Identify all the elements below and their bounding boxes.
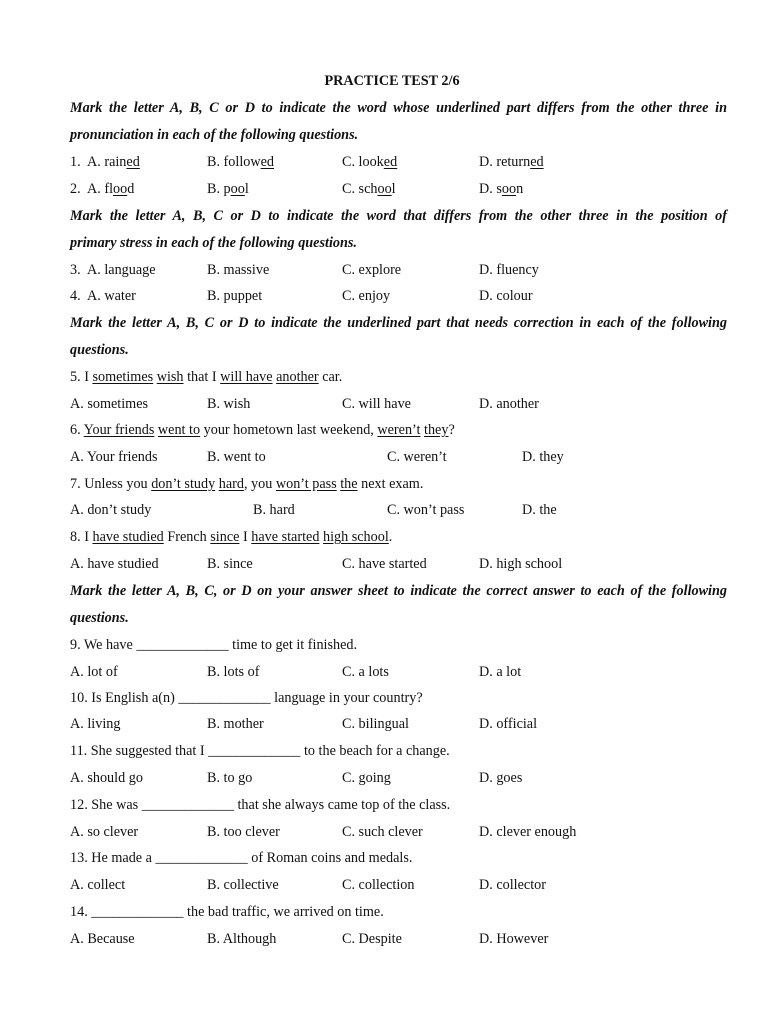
underlined-text: have studied	[92, 529, 164, 545]
text-segment: , you	[243, 476, 276, 492]
section-instruction: pronunciation in each of the following questions.	[70, 127, 359, 143]
text-segment: D. the	[522, 502, 557, 518]
text-segment: A. sometimes	[70, 396, 149, 412]
text-segment: D. another	[479, 396, 539, 412]
answer-option[interactable]	[342, 825, 423, 839]
answer-option[interactable]	[387, 503, 464, 517]
text-segment: A. should go	[70, 770, 143, 786]
text-segment: C. sch	[342, 181, 378, 197]
text-segment: I	[80, 369, 93, 385]
question-number: 3.	[70, 262, 81, 278]
underlined-text: they	[424, 422, 449, 438]
answer-option[interactable]	[70, 397, 148, 411]
underlined-text: oo	[113, 181, 128, 197]
answer-option[interactable]	[207, 557, 253, 571]
text-segment: C. look	[342, 154, 384, 170]
answer-option[interactable]	[70, 450, 158, 464]
text-segment: B. lots of	[207, 664, 260, 680]
section-instruction: questions.	[70, 610, 129, 626]
underlined-text: won’t pass	[275, 476, 337, 492]
text-segment: B. massive	[207, 262, 270, 278]
text-segment: B. too clever	[207, 824, 280, 840]
question-stem	[70, 905, 384, 919]
question-number: 8.	[70, 529, 81, 545]
answer-option[interactable]	[207, 155, 274, 169]
answer-option[interactable]	[207, 825, 280, 839]
text-segment: next exam.	[357, 476, 424, 492]
text-segment: D. goes	[479, 770, 523, 786]
text-segment: A. so clever	[70, 824, 139, 840]
answer-option[interactable]	[70, 503, 151, 517]
text-segment: C. have started	[342, 556, 427, 572]
underlined-text: ed	[530, 154, 544, 170]
underlined-text: the	[340, 476, 358, 492]
answer-option[interactable]	[87, 289, 136, 303]
underlined-text: since	[210, 529, 240, 545]
question-number: 7.	[70, 476, 81, 492]
answer-option[interactable]	[342, 397, 411, 411]
underlined-text: Your friends	[83, 422, 155, 438]
text-segment: .	[388, 529, 393, 545]
text-segment: C. explore	[342, 262, 402, 278]
answer-option[interactable]	[207, 771, 252, 785]
text-segment: Unless you	[80, 476, 152, 492]
text-segment: B. wish	[207, 396, 251, 412]
text-segment: C. will have	[342, 396, 411, 412]
question-number: 4.	[70, 288, 81, 304]
text-segment: A. Your friends	[70, 449, 158, 465]
question-number: 5.	[70, 369, 81, 385]
question-stem	[70, 477, 423, 491]
text-segment: A. fl	[87, 181, 114, 197]
question-stem	[70, 370, 342, 384]
question-number: 12.	[70, 797, 88, 813]
question-stem	[70, 638, 357, 652]
answer-option[interactable]	[207, 717, 264, 731]
section-instruction: Mark the letter A, B, C, or D on your answer sheet to indicate the correct answer to each of the following	[70, 583, 727, 599]
text-segment: B. since	[207, 556, 253, 572]
section-instruction: Mark the letter A, B, C or D to indicate the word that differs from the other three in the position of	[70, 208, 727, 224]
answer-option[interactable]	[207, 665, 259, 679]
answer-option[interactable]	[70, 932, 135, 946]
underlined-text: don’t study	[151, 476, 216, 492]
answer-option[interactable]	[70, 557, 159, 571]
underlined-text: oo	[501, 181, 517, 197]
question-stem	[70, 530, 392, 544]
page-title: PRACTICE TEST 2/6	[324, 73, 460, 89]
text-segment: C. such clever	[342, 824, 423, 840]
answer-option[interactable]	[207, 932, 276, 946]
text-segment: A. collect	[70, 877, 126, 893]
text-segment: _____________ the bad traffic, we arrived on time.	[87, 904, 384, 920]
text-segment: D. clever enough	[479, 824, 577, 840]
underlined-text: will have	[220, 369, 273, 385]
text-segment: C. a lots	[342, 664, 389, 680]
answer-option[interactable]	[479, 665, 521, 679]
underlined-text: another	[276, 369, 319, 385]
text-segment: D. official	[479, 716, 538, 732]
answer-option[interactable]	[207, 450, 266, 464]
text-segment: A. language	[87, 262, 156, 278]
question-number: 9.	[70, 637, 81, 653]
answer-option[interactable]	[70, 717, 120, 731]
text-segment: B. puppet	[207, 288, 263, 304]
underlined-text: have started	[251, 529, 320, 545]
underlined-text: ed	[260, 154, 275, 170]
question-number: 1.	[70, 154, 81, 170]
answer-option[interactable]	[479, 717, 537, 731]
text-segment: B. hard	[253, 502, 295, 518]
underlined-text: weren’t	[377, 422, 421, 438]
question-stem	[70, 798, 450, 812]
answer-option[interactable]	[479, 771, 522, 785]
answer-option[interactable]	[479, 182, 523, 196]
question-stem	[70, 691, 423, 705]
text-segment: Is English a(n) _____________ language in your country?	[87, 690, 423, 706]
text-segment: n	[516, 181, 524, 197]
question-number: 10.	[70, 690, 88, 706]
text-segment: I	[239, 529, 252, 545]
text-segment: C. Despite	[342, 931, 402, 947]
text-segment: She was _____________ that she always came top of the class.	[87, 797, 451, 813]
text-segment: A. lot of	[70, 664, 118, 680]
underlined-text: sometimes	[92, 369, 154, 385]
answer-option[interactable]	[342, 932, 402, 946]
text-segment: D. collector	[479, 877, 546, 893]
text-segment: C. going	[342, 770, 391, 786]
question-number: 2.	[70, 181, 81, 197]
answer-option[interactable]	[342, 878, 415, 892]
text-segment: A. rain	[87, 154, 127, 170]
answer-option[interactable]	[522, 503, 557, 517]
answer-option[interactable]	[87, 182, 134, 196]
text-segment: French	[163, 529, 211, 545]
text-segment: your hometown last weekend,	[200, 422, 378, 438]
text-segment: A. don’t study	[70, 502, 152, 518]
text-segment: B. mother	[207, 716, 264, 732]
text-segment: D. they	[522, 449, 564, 465]
text-segment: A. living	[70, 716, 121, 732]
answer-option[interactable]	[342, 771, 391, 785]
text-segment: B. follow	[207, 154, 261, 170]
text-segment: l	[244, 181, 249, 197]
answer-option[interactable]	[70, 878, 125, 892]
text-segment: B. Although	[207, 931, 277, 947]
text-segment: D. s	[479, 181, 502, 197]
text-segment: C. enjoy	[342, 288, 391, 304]
text-segment: C. bilingual	[342, 716, 409, 732]
underlined-text: ed	[126, 154, 140, 170]
answer-option[interactable]	[479, 932, 548, 946]
answer-option[interactable]	[70, 825, 138, 839]
text-segment: C. weren’t	[387, 449, 447, 465]
answer-option[interactable]	[342, 665, 389, 679]
question-stem	[70, 423, 455, 437]
answer-option[interactable]	[342, 155, 397, 169]
question-number: 13.	[70, 850, 88, 866]
text-segment: B. went to	[207, 449, 266, 465]
answer-option[interactable]	[207, 263, 269, 277]
underlined-text: ed	[383, 154, 398, 170]
text-segment: C. collection	[342, 877, 415, 893]
answer-option[interactable]	[87, 155, 140, 169]
underlined-text: went to	[157, 422, 201, 438]
section-instruction: primary stress in each of the following questions.	[70, 235, 357, 251]
text-segment: d	[127, 181, 135, 197]
answer-option[interactable]	[479, 155, 544, 169]
answer-option[interactable]	[522, 450, 564, 464]
text-segment: B. p	[207, 181, 231, 197]
text-segment: D. colour	[479, 288, 533, 304]
answer-option[interactable]	[207, 182, 249, 196]
question-number: 6.	[70, 422, 81, 438]
answer-option[interactable]	[342, 289, 390, 303]
underlined-text: oo	[230, 181, 245, 197]
underlined-text: wish	[156, 369, 184, 385]
answer-option[interactable]	[87, 263, 156, 277]
answer-option[interactable]	[253, 503, 295, 517]
text-segment: D. high school	[479, 556, 563, 572]
text-segment: We have _____________ time to get it finished.	[80, 637, 358, 653]
text-segment: A. have studied	[70, 556, 159, 572]
underlined-text: oo	[377, 181, 392, 197]
text-segment: D. fluency	[479, 262, 539, 278]
text-segment: B. collective	[207, 877, 279, 893]
text-segment: B. to go	[207, 770, 253, 786]
text-segment: She suggested that I _____________ to the beach for a change.	[87, 743, 450, 759]
answer-option[interactable]	[342, 263, 401, 277]
answer-option[interactable]	[207, 289, 262, 303]
section-instruction: Mark the letter A, B, C or D to indicate the word whose underlined part differs from the other three in	[70, 100, 727, 116]
underlined-text: high school	[322, 529, 389, 545]
text-segment: that I	[183, 369, 221, 385]
answer-option[interactable]	[342, 557, 427, 571]
text-segment: car.	[318, 369, 343, 385]
answer-option[interactable]	[70, 665, 118, 679]
question-stem	[70, 744, 450, 758]
text-segment: D. return	[479, 154, 531, 170]
underlined-text: hard	[218, 476, 244, 492]
answer-option[interactable]	[479, 397, 539, 411]
section-instruction: questions.	[70, 342, 129, 358]
answer-option[interactable]	[207, 878, 279, 892]
question-number: 14.	[70, 904, 88, 920]
text-segment: D. a lot	[479, 664, 522, 680]
answer-option[interactable]	[479, 289, 533, 303]
answer-option[interactable]	[387, 450, 447, 464]
question-number: 11.	[70, 743, 88, 759]
text-segment: A. water	[87, 288, 136, 304]
text-segment: ?	[448, 422, 455, 438]
answer-option[interactable]	[207, 397, 250, 411]
text-segment: D. However	[479, 931, 549, 947]
text-segment: l	[391, 181, 396, 197]
text-segment: A. Because	[70, 931, 135, 947]
answer-option[interactable]	[342, 182, 396, 196]
section-instruction: Mark the letter A, B, C or D to indicate the underlined part that needs correction in each of the following	[70, 315, 727, 331]
answer-option[interactable]	[479, 263, 539, 277]
answer-option[interactable]	[479, 825, 576, 839]
answer-option[interactable]	[479, 557, 562, 571]
answer-option[interactable]	[342, 717, 409, 731]
text-segment: C. won’t pass	[387, 502, 465, 518]
text-segment: He made a _____________ of Roman coins and medals.	[87, 850, 413, 866]
answer-option[interactable]	[479, 878, 546, 892]
question-stem	[70, 851, 412, 865]
text-segment: I	[80, 529, 93, 545]
answer-option[interactable]	[70, 771, 143, 785]
